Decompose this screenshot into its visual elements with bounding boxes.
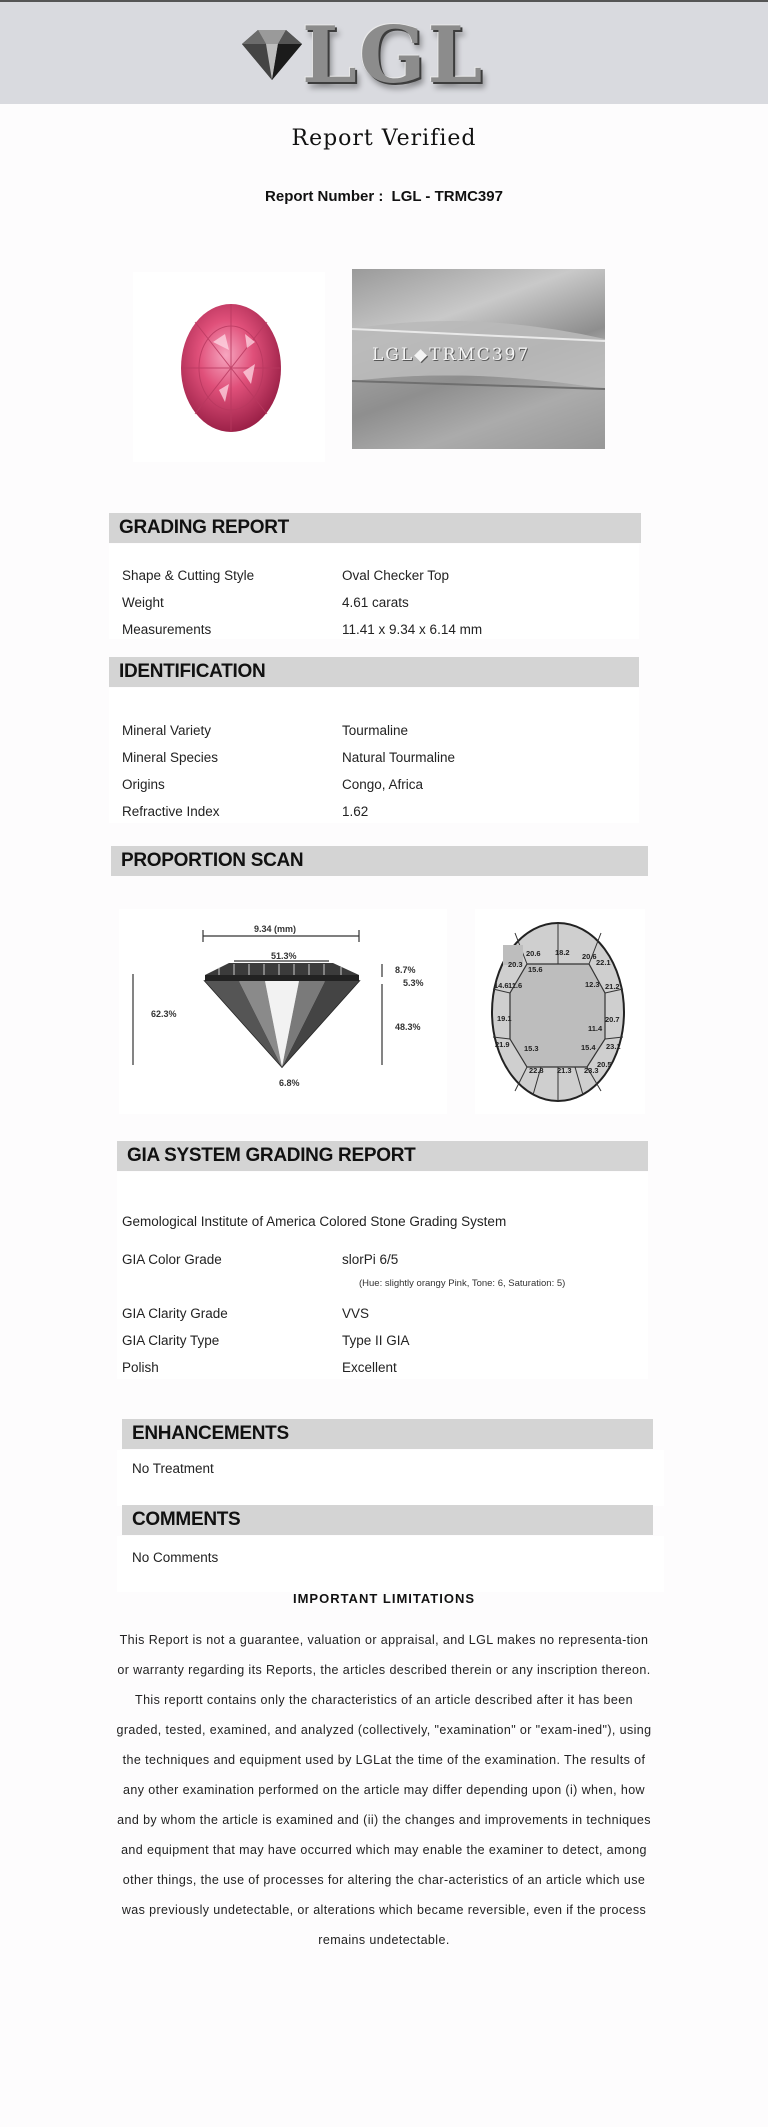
lgl-logo[interactable] xyxy=(236,10,486,101)
crown-height-label: 8.7% xyxy=(395,965,416,975)
report-number-value: LGL - TRMC397 xyxy=(391,188,503,205)
facet-value: 23.1 xyxy=(606,1042,621,1051)
facet-value: 18.2 xyxy=(555,948,570,957)
facet-value: 21.3 xyxy=(557,1066,572,1075)
girdle-percent-label: 5.3% xyxy=(403,978,424,988)
gia-color-note: (Hue: slightly orangy Pink, Tone: 6, Saturation: 5) xyxy=(359,1278,566,1289)
gia-clarity-type-label: GIA Clarity Type xyxy=(122,1333,220,1348)
inscription-text: LGL◆TRMC397 xyxy=(372,345,531,365)
facet-value: 12.3 xyxy=(585,980,600,989)
mineral-species-label: Mineral Species xyxy=(122,750,219,765)
facet-value: 22.8 xyxy=(529,1066,544,1075)
pavilion-percent-label: 48.3% xyxy=(395,1022,421,1032)
identification-heading: IDENTIFICATION xyxy=(109,657,639,687)
facet-value: 23.3 xyxy=(584,1066,599,1075)
shape-label: Shape & Cutting Style xyxy=(122,568,255,583)
origins-value: Congo, Africa xyxy=(342,777,424,792)
grading-report-heading: GRADING REPORT xyxy=(109,513,641,543)
proportion-profile-diagram xyxy=(119,909,447,1114)
limitations-heading: IMPORTANT LIMITATIONS xyxy=(292,1591,476,1606)
culet-percent-label: 6.8% xyxy=(279,1078,300,1088)
facet-value: 21.2 xyxy=(605,982,620,991)
polish-label: Polish xyxy=(122,1360,159,1375)
facet-value: 22.1 xyxy=(596,958,611,967)
enhancements-card xyxy=(117,1450,664,1506)
gia-clarity-value: VVS xyxy=(342,1306,370,1321)
measurements-value: 11.41 x 9.34 x 6.14 mm xyxy=(342,622,483,637)
logo-text: LGL xyxy=(302,10,485,101)
report-number-label: Report Number : xyxy=(265,188,384,205)
gia-color-value: slorPi 6/5 xyxy=(342,1252,399,1267)
page-title: Report Verified xyxy=(291,126,477,151)
gemstone-photo xyxy=(133,272,325,462)
facet-value: 11.4 xyxy=(588,1024,603,1033)
comments-text: No Comments xyxy=(132,1550,219,1565)
limitations-body: This Report is not a guarantee, valuation or appraisal, and LGL makes no representa-tion or warranty regarding its Reports, the articles described therein or any inscription thereon. This reportt contains only the characteristics of an article described after it has been graded, tested, examined, and analyzed (collectively, "examination" or "exam-ined"), using the techniques and equipment used by LGLat the time of the examination. The results of any other examination performed on the article may differ depending upon (i) when, how and by whom the article is examined and (ii) the changes and improvements in techniques and equipment that may have occurred which may enable the examiner to detect, among other things, the use of processes for altering the char-acteristics of an article which use was previously undetectable, or alterations which became reversible, even if the process remains undetectable. xyxy=(116,1633,652,1947)
origins-label: Origins xyxy=(122,777,165,792)
gia-color-label: GIA Color Grade xyxy=(122,1252,222,1267)
weight-value: 4.61 carats xyxy=(342,595,409,610)
facet-value: 14.6 xyxy=(494,981,509,990)
facet-value: 15.4 xyxy=(581,1043,596,1052)
laser-inscription-photo xyxy=(352,269,605,449)
refractive-index-label: Refractive Index xyxy=(122,804,220,819)
table-percent-label: 51.3% xyxy=(271,951,297,961)
facet-value: 15.3 xyxy=(524,1044,539,1053)
mineral-variety-label: Mineral Variety xyxy=(122,723,212,738)
facet-value: 20.7 xyxy=(605,1015,620,1024)
facet-value: 19.1 xyxy=(497,1014,512,1023)
polish-value: Excellent xyxy=(342,1360,397,1375)
diamond-icon xyxy=(236,24,308,84)
width-mm-label: 9.34 (mm) xyxy=(254,924,297,934)
depth-percent-label: 62.3% xyxy=(151,1009,177,1019)
shape-value: Oval Checker Top xyxy=(342,568,450,583)
enhancements-heading: ENHANCEMENTS xyxy=(122,1419,653,1449)
enhancements-text: No Treatment xyxy=(132,1461,214,1476)
comments-heading: COMMENTS xyxy=(122,1505,653,1535)
report-number xyxy=(0,188,768,205)
facet-value: 15.6 xyxy=(528,965,543,974)
report-page xyxy=(0,104,768,2127)
measurements-label: Measurements xyxy=(122,622,212,637)
gia-system-heading: GIA SYSTEM GRADING REPORT xyxy=(117,1141,648,1171)
facet-value: 11.6 xyxy=(508,981,523,990)
proportion-scan-heading: PROPORTION SCAN xyxy=(111,846,648,876)
mineral-variety-value: Tourmaline xyxy=(342,723,409,738)
facet-value: 21.9 xyxy=(495,1040,510,1049)
facet-value: 20.6 xyxy=(526,949,541,958)
gia-intro-text: Gemological Institute of America Colored Stone Grading System xyxy=(122,1214,507,1229)
header-bar xyxy=(0,0,768,104)
gia-clarity-label: GIA Clarity Grade xyxy=(122,1306,228,1321)
facet-value: 20.3 xyxy=(508,960,523,969)
facet-value: 20.6 xyxy=(582,952,597,961)
facet-map-diagram xyxy=(475,909,645,1114)
refractive-index-value: 1.62 xyxy=(342,804,369,819)
mineral-species-value: Natural Tourmaline xyxy=(342,750,456,765)
weight-label: Weight xyxy=(122,595,164,610)
facet-value: 20.5 xyxy=(597,1060,612,1069)
gia-clarity-type-value: Type II GIA xyxy=(342,1333,410,1348)
